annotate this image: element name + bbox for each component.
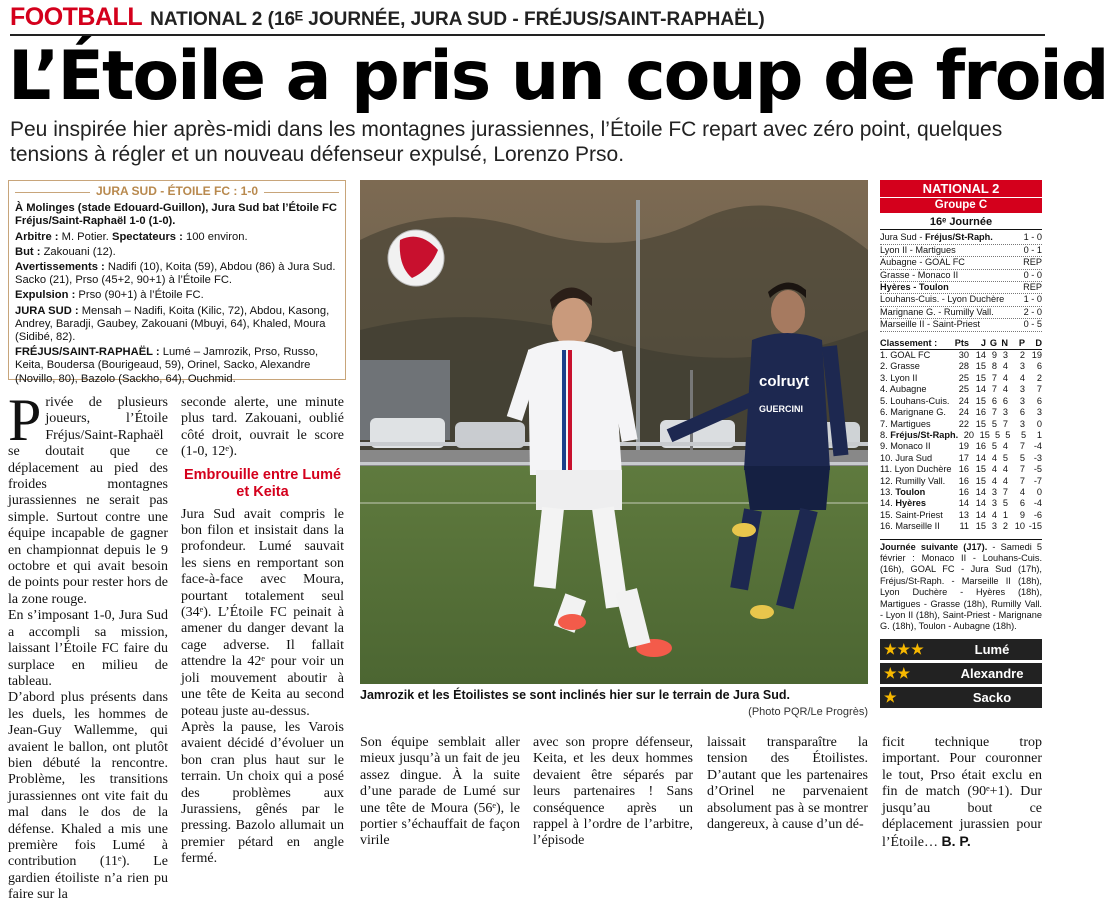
result-row: Aubagne - GOAL FC REP bbox=[880, 257, 1042, 269]
result-row: Jura Sud - Fréjus/St-Raph. 1 - 0 bbox=[880, 232, 1042, 244]
match-sheet bbox=[8, 180, 346, 385]
article-column-2 bbox=[181, 395, 344, 868]
result-row: Marseille II - Saint-Priest 0 - 5 bbox=[880, 319, 1042, 331]
league-name: NATIONAL 2 bbox=[880, 180, 1042, 197]
standings-row: 13. Toulon 16 14 3 7 4 0 bbox=[880, 486, 1042, 497]
standings-row: 6. Marignane G. 24 16 7 3 6 3 bbox=[880, 407, 1042, 418]
article-paragraph: ficit technique trop important. Pour couronner le tout, Prso était exclu en fin de match (90ᵉ+1). Dur jusqu’au bout ce déplacement jurassien pour l’Étoile… B. P. bbox=[882, 735, 1042, 851]
drop-cap: P bbox=[8, 387, 42, 453]
standings-row: 5. Louhans-Cuis. 24 15 6 6 3 6 bbox=[880, 395, 1042, 406]
rating-row: ★ Sacko bbox=[880, 687, 1042, 708]
result-row: Marignane G. - Rumilly Vall. 2 - 0 bbox=[880, 307, 1042, 319]
shirt-sponsor-secondary: GUERCINI bbox=[759, 404, 804, 414]
result-row: Grasse - Monaco II 0 - 0 bbox=[880, 270, 1042, 282]
article-column-1 bbox=[8, 387, 168, 904]
match-sheet-jura-lineup: JURA SUD : Mensah – Nadifi, Koita (Kilic, 72), Abdou, Kasong, Andrey, Baradji, Gaubey, Zakouani (Mbuyi, 64), Khaled, Moura (Sidibé, 82). bbox=[15, 304, 330, 344]
section-kicker bbox=[10, 3, 765, 33]
matchday-title: 16ᵉ Journée bbox=[880, 217, 1042, 230]
standings-row: 8. Fréjus/St-Raph. 20 15 5 5 5 1 bbox=[880, 429, 1043, 440]
match-sheet-expulsion: Expulsion : Prso (90+1) à l’Étoile FC. bbox=[15, 289, 204, 302]
standings-row: 1. GOAL FC 30 14 9 3 2 19 bbox=[880, 350, 1042, 361]
standfirst: Peu inspirée hier après-midi dans les montagnes jurassiennes, l’Étoile FC repart avec zéro point, quelques tensions à régler et un nouveau défenseur expulsé, Lorenzo Prso. bbox=[10, 118, 1003, 166]
league-group: Groupe C bbox=[880, 197, 1042, 213]
match-sheet-officials: Arbitre : M. Potier. Spectateurs : 100 environ. bbox=[15, 230, 248, 243]
article-paragraph: Après la pause, les Varois avaient décidé d’évoluer un bon cran plus haut sur le terrain. Un choix qui a posé des problèmes aux Jurassiens, gênés par le pressing. Bazolo allumait un premier pétard en angle fermé. bbox=[181, 719, 344, 867]
standings-row: 14. Hyères 14 14 3 5 6 -4 bbox=[880, 498, 1042, 509]
standings-row: 7. Martigues 22 15 5 7 3 0 bbox=[880, 418, 1042, 429]
match-sheet-frejus-lineup: FRÉJUS/SAINT-RAPHAËL : Lumé – Jamrozik, Prso, Russo, Keita, Boudersa (Bourigeaud, 59), Orinel, Sacko, Alexandre (Novillo, 80), Bazolo (Sackho, 64), Ouchmid. bbox=[15, 346, 319, 385]
photo-credit: (Photo PQR/Le Progrès) bbox=[748, 706, 868, 718]
standings-row: 3. Lyon II 25 15 7 4 4 2 bbox=[880, 372, 1042, 383]
standings-row: 15. Saint-Priest 13 14 4 1 9 -6 bbox=[880, 509, 1042, 520]
standings-row: 12. Rumilly Vall. 16 15 4 4 7 -7 bbox=[880, 475, 1042, 486]
photo-caption: Jamrozik et les Étoilistes se sont inclinés hier sur le terrain de Jura Sud. bbox=[360, 688, 791, 702]
article-column-3 bbox=[360, 735, 520, 850]
article-paragraph: seconde alerte, une minute plus tard. Zakouani, oublié côté droit, ouvrait le score (1-0, 12ᵉ). bbox=[181, 395, 344, 460]
star-icon: ★★★ bbox=[884, 640, 925, 657]
section-subrubric: NATIONAL 2 (16ᴱ JOURNÉE, JURA SUD - FRÉJUS/SAINT-RAPHAËL) bbox=[150, 9, 765, 30]
standings-sidebar bbox=[880, 180, 1042, 711]
standings-row: 10. Jura Sud 17 14 4 5 5 -3 bbox=[880, 452, 1042, 463]
standings-row: 16. Marseille II 11 15 3 2 10 -15 bbox=[880, 521, 1042, 532]
article-paragraph: rivée de plusieurs joueurs, l’Étoile Fréjus/Saint-Raphaël se doutait que ce déplacement au pied des froides montagnes jurassiennes ne serait pas simple. Surtout contre une équipe incapable de gagner en championnat depuis le 9 octobre et qui avait besoin de points pour rester hors de la zone rouge. bbox=[8, 395, 168, 607]
article-intertitle: Embrouille entre Lumé et Keita bbox=[183, 466, 342, 500]
star-icon: ★★ bbox=[884, 664, 912, 681]
next-matchday: Journée suivante (J17). - Samedi 5 février : Monaco II - Louhans-Cuis. (16h), GOAL FC - Jura Sud (17h), Fréjus/St-Raph. - Marseille II (18h), Lyon Duchère - Hyères (18h), Martigues - Grasse (18h), Rumilly Vall. - Lyon II (18h), Saint-Priest - Marignane G. (18h), Toulon - Aubagne (18h). bbox=[880, 539, 1042, 633]
star-icon: ★ bbox=[884, 688, 898, 705]
article-column-5 bbox=[707, 735, 868, 833]
headline: L’Étoile a pris un coup de froid bbox=[8, 37, 1107, 116]
match-sheet-warnings: Avertissements : Nadifi (10), Koita (59), Abdou (86) à Jura Sud. Sacko (21), Prso (45+2, 90+1) à l’Étoile FC. bbox=[15, 261, 336, 287]
results-list bbox=[880, 232, 1042, 331]
article-paragraph: Jura Sud avait compris le bon filon et insistait dans la profondeur. Lumé sauvait les siens en remportant son face-à-face avec Moura, pourtant totalement seul (34ᵉ). L’Étoile FC peinait à amener du danger devant la cage adverse. Il fallait attendre la 42ᵉ pour voir un joli mouvement aboutir à une tête de Keita au second poteau juste au-dessus. bbox=[181, 506, 344, 719]
article-column-4 bbox=[533, 735, 693, 850]
standings-table bbox=[880, 350, 1042, 533]
shirt-sponsor: colruyt bbox=[759, 373, 810, 390]
match-sheet-lead: À Molinges (stade Edouard-Guillon), Jura Sud bat l’Étoile FC Fréjus/Saint-Raphaël 1-0 (1-0). bbox=[15, 202, 337, 228]
article-paragraph: En s’imposant 1-0, Jura Sud a accompli sa mission, laissant l’Étoile FC faire du surplace en milieu de tableau. bbox=[8, 608, 168, 689]
player-ratings bbox=[880, 639, 1042, 708]
football bbox=[388, 230, 444, 286]
match-photo bbox=[360, 180, 868, 684]
match-photo-illustration bbox=[360, 180, 868, 684]
match-sheet-goal: But : Zakouani (12). bbox=[15, 245, 116, 258]
rating-row: ★★★ Lumé bbox=[880, 639, 1042, 660]
article-paragraph: avec son propre défenseur, Keita, et les deux hommes devaient être séparés par leurs partenaires ! Sans conséquence après un rappel à l’ordre de l’arbitre, l’épisode bbox=[533, 735, 693, 849]
standings-row: 11. Lyon Duchère 16 15 4 4 7 -5 bbox=[880, 464, 1042, 475]
standings-header: Classement : Pts J G N P D bbox=[880, 338, 1042, 350]
rating-row: ★★ Alexandre bbox=[880, 663, 1042, 684]
section-rubric: FOOTBALL bbox=[10, 3, 143, 31]
article-column-6 bbox=[882, 735, 1042, 852]
article-paragraph: Son équipe semblait aller mieux jusqu’à un fait de jeu assez dingue. À la suite d’une parade de Lumé sur une tête de Moura (56ᵉ), le portier s’échauffait de façon virile bbox=[360, 735, 520, 849]
article-paragraph: D’abord plus présents dans les duels, les hommes de Jean-Guy Wallemme, qui avaient le ballon, ont plutôt bien débuté la rencontre. Problème, les transitions jurassiennes ont vite fait du mal dans le dos de la défense. Khaled a mis une première fois Lumé à contribution (11ᵉ). Le gardien étoiliste n’a rien pu faire sur la bbox=[8, 690, 168, 903]
standings-row: 9. Monaco II 19 16 5 4 7 -4 bbox=[880, 441, 1042, 452]
result-row: Lyon II - Martigues 0 - 1 bbox=[880, 245, 1042, 257]
standings-row: 4. Aubagne 25 14 7 4 3 7 bbox=[880, 384, 1042, 395]
article-paragraph: laissait transparaître la tension des Étoilistes. D’autant que les partenaires d’Orinel ne parvenaient absolument pas à se montrer dangereux, à cause d’un dé- bbox=[707, 735, 868, 833]
result-row: Hyères - Toulon REP bbox=[880, 282, 1042, 294]
match-sheet-title: JURA SUD - ÉTOILE FC : 1-0 bbox=[15, 185, 339, 198]
standings-row: 2. Grasse 28 15 8 4 3 6 bbox=[880, 361, 1042, 372]
author-signature: B. P. bbox=[941, 833, 971, 850]
result-row: Louhans-Cuis. - Lyon Duchère 1 - 0 bbox=[880, 294, 1042, 306]
